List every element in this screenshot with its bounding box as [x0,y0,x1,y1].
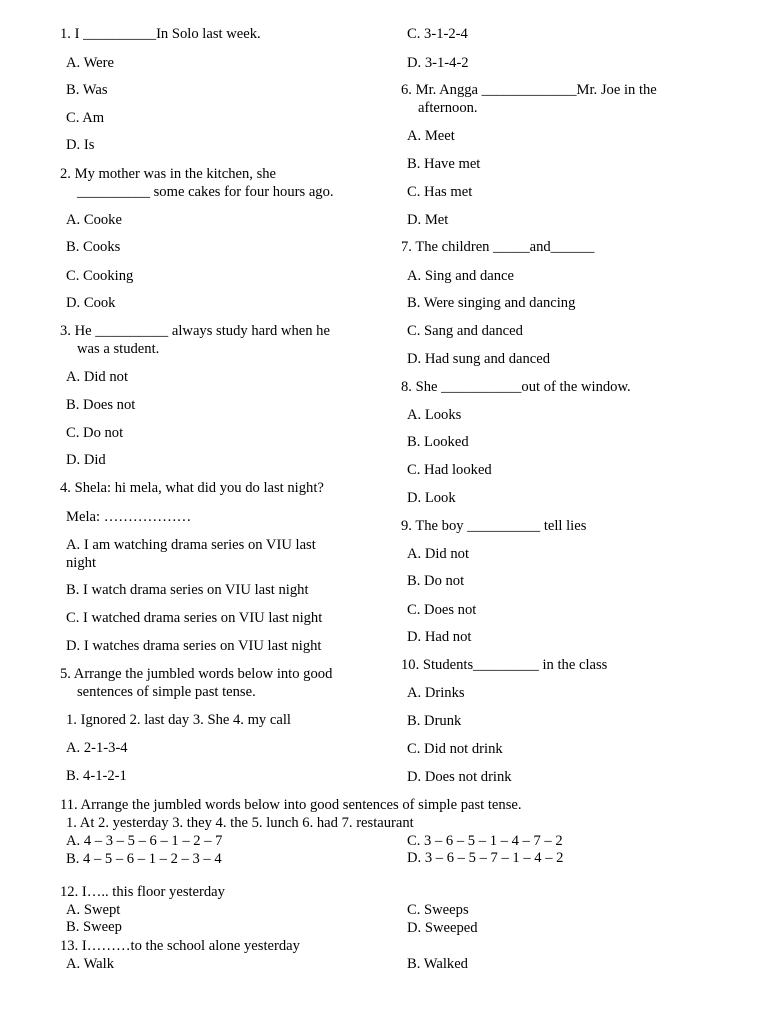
q1-option-a: A. Were [66,55,114,71]
q2-option-d: D. Cook [66,295,116,311]
q11-option-b: B. 4 – 5 – 6 – 1 – 2 – 3 – 4 [66,851,222,867]
question-12: 12. I….. this floor yesterday [60,884,225,900]
question-2-line-2: __________ some cakes for four hours ago. [77,184,334,200]
q4-option-c: C. I watched drama series on VIU last night [66,610,323,626]
q4-option-a-line-1: A. I am watching drama series on VIU last [66,537,316,553]
q5-option-d: D. 3-1-4-2 [407,55,469,71]
question-1: 1. I __________In Solo last week. [60,26,261,42]
q7-option-d: D. Had sung and danced [407,351,551,367]
q4-option-d: D. I watches drama series on VIU last night [66,638,322,654]
q6-option-a: A. Meet [407,128,455,144]
q10-option-c: C. Did not drink [407,741,503,757]
q5-option-c: C. 3-1-2-4 [407,26,468,42]
q4-option-b: B. I watch drama series on VIU last night [66,582,309,598]
q1-option-b: B. Was [66,82,108,98]
q5-option-a: A. 2-1-3-4 [66,740,128,756]
q8-option-d: D. Look [407,490,456,506]
question-8: 8. She ___________out of the window. [401,379,631,395]
q3-option-c: C. Do not [66,425,124,441]
q7-option-a: A. Sing and dance [407,268,514,284]
q8-option-c: C. Had looked [407,462,492,478]
q3-option-b: B. Does not [66,397,136,413]
question-5-line-1: 5. Arrange the jumbled words below into good [60,666,333,682]
q6-option-c: C. Has met [407,184,473,200]
q4-option-a-line-2: night [66,555,96,571]
q4-mela-line: Mela: ……………… [66,509,192,525]
question-10: 10. Students_________ in the class [401,657,608,673]
q2-option-a: A. Cooke [66,212,122,228]
q12-option-a: A. Swept [66,902,121,918]
q6-option-b: B. Have met [407,156,481,172]
q12-option-b: B. Sweep [66,919,122,935]
question-6-line-2: afternoon. [418,100,478,116]
question-4: 4. Shela: hi mela, what did you do last night? [60,480,324,496]
q10-option-b: B. Drunk [407,713,462,729]
q1-option-c: C. Am [66,110,105,126]
q12-option-d: D. Sweeped [407,920,478,936]
question-11: 11. Arrange the jumbled words below into good sentences of simple past tense. [60,797,522,813]
q5-option-b: B. 4-1-2-1 [66,768,127,784]
question-6-line-1: 6. Mr. Angga _____________Mr. Joe in the [401,82,657,98]
q6-option-d: D. Met [407,212,449,228]
q8-option-b: B. Looked [407,434,469,450]
q9-option-c: C. Does not [407,602,477,618]
q11-option-c: C. 3 – 6 – 5 – 1 – 4 – 7 – 2 [407,833,563,849]
question-7: 7. The children _____and______ [401,239,595,255]
q2-option-c: C. Cooking [66,268,134,284]
q11-option-d: D. 3 – 6 – 5 – 7 – 1 – 4 – 2 [407,850,564,866]
q11-jumbled-words: 1. At 2. yesterday 3. they 4. the 5. lunch 6. had 7. restaurant [66,815,414,831]
q1-option-d: D. Is [66,137,95,153]
q13-option-b: B. Walked [407,956,468,972]
q3-option-a: A. Did not [66,369,129,385]
q7-option-b: B. Were singing and dancing [407,295,576,311]
q8-option-a: A. Looks [407,407,462,423]
question-3-line-1: 3. He __________ always study hard when he [60,323,330,339]
q3-option-d: D. Did [66,452,106,468]
q10-option-d: D. Does not drink [407,769,512,785]
q2-option-b: B. Cooks [66,239,121,255]
question-13: 13. I………to the school alone yesterday [60,938,300,954]
q5-jumbled-words: 1. Ignored 2. last day 3. She 4. my call [66,712,291,728]
question-3-line-2: was a student. [77,341,160,357]
q9-option-d: D. Had not [407,629,472,645]
q11-option-a: A. 4 – 3 – 5 – 6 – 1 – 2 – 7 [66,833,223,849]
q13-option-a: A. Walk [66,956,115,972]
q7-option-c: C. Sang and danced [407,323,523,339]
q12-option-c: C. Sweeps [407,902,469,918]
q9-option-a: A. Did not [407,546,470,562]
question-9: 9. The boy __________ tell lies [401,518,587,534]
q9-option-b: B. Do not [407,573,465,589]
question-5-line-2: sentences of simple past tense. [77,684,256,700]
question-2-line-1: 2. My mother was in the kitchen, she [60,166,277,182]
q10-option-a: A. Drinks [407,685,465,701]
